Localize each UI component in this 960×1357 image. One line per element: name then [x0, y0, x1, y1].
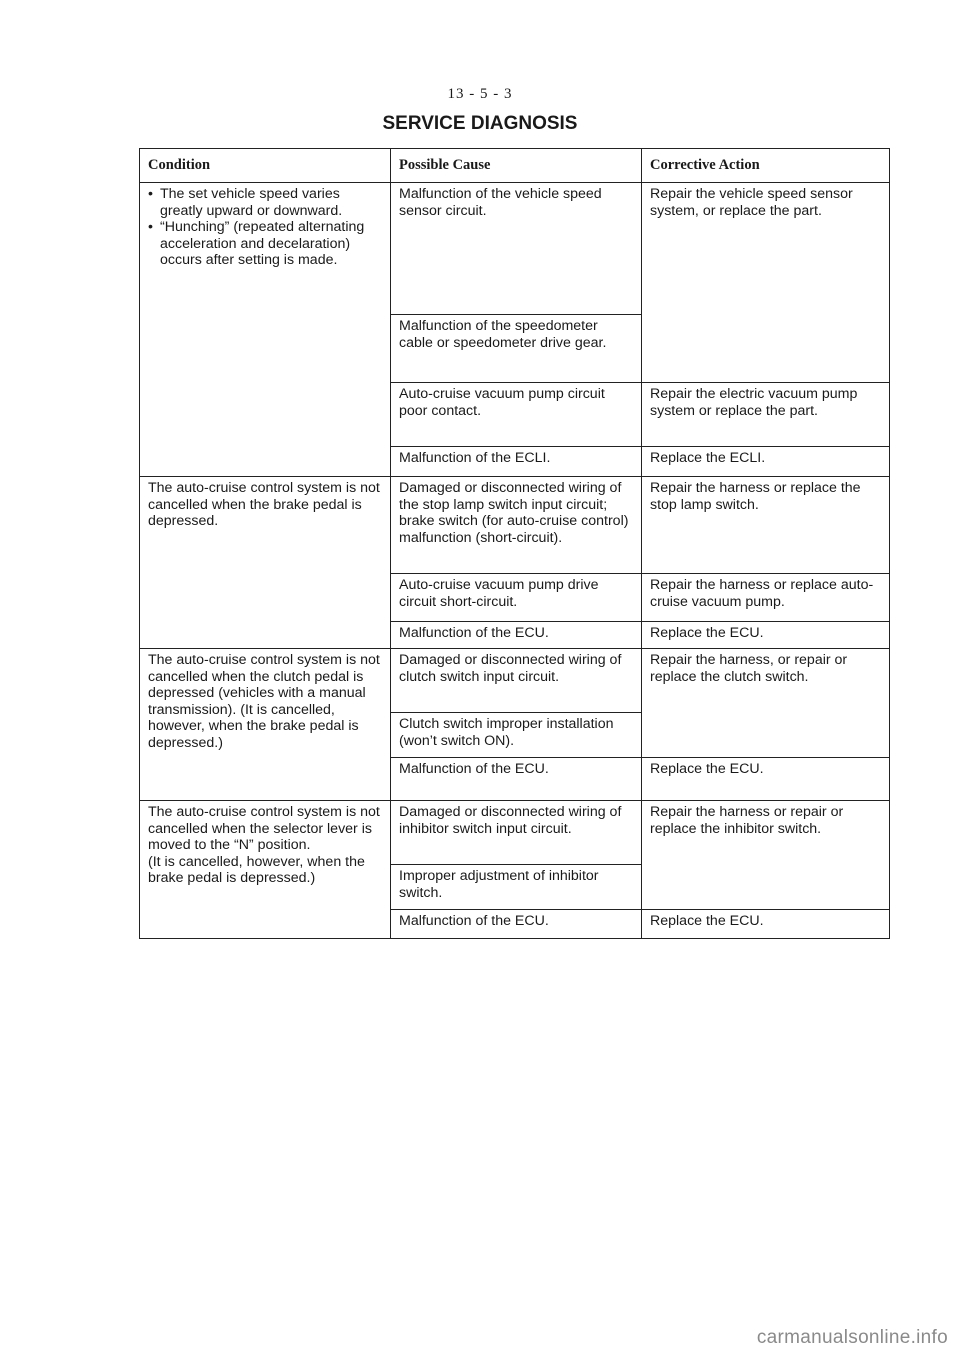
service-diagnosis-table [139, 148, 890, 939]
action-cell: Repair the vehicle speed sensor system, or replace the part. [642, 183, 890, 383]
action-cell: Replace the ECU. [642, 910, 890, 939]
cause-cell: Auto-cruise vacuum pump drive circuit short-circuit. [391, 574, 642, 622]
cause-cell: Malfunction of the ECU. [391, 622, 642, 649]
condition-bullet-list [148, 186, 382, 269]
action-cell: Repair the harness or repair or replace the inhibitor switch. [642, 801, 890, 910]
cause-cell: Damaged or disconnected wiring of clutch switch input circuit. [391, 649, 642, 713]
page-title: SERVICE DIAGNOSIS [382, 113, 578, 134]
watermark: carmanualsonline.info [756, 1327, 948, 1348]
cause-cell: Improper adjustment of inhibitor switch. [391, 865, 642, 910]
action-cell: Repair the harness, or repair or replace the clutch switch. [642, 649, 890, 758]
cause-cell: Damaged or disconnected wiring of inhibitor switch input circuit. [391, 801, 642, 865]
cause-cell: Malfunction of the speedometer cable or speedometer drive gear. [391, 315, 642, 383]
page-number: 13 - 5 - 3 [447, 86, 513, 102]
condition-cell: The auto-cruise control system is not cancelled when the clutch pedal is depressed (vehicles with a manual transmission). (It is cancelled, however, when the brake pedal is depressed.) [140, 649, 391, 801]
action-cell: Replace the ECLI. [642, 447, 890, 477]
condition-cell: The auto-cruise control system is not cancelled when the brake pedal is depressed. [140, 477, 391, 649]
condition-bullet: • The set vehicle speed varies greatly upward or downward. [148, 186, 382, 219]
table-row [140, 801, 890, 865]
table-header-row [140, 149, 890, 183]
action-cell: Repair the harness or replace the stop lamp switch. [642, 477, 890, 574]
column-header-condition: Condition [140, 149, 391, 183]
column-header-corrective-action: Corrective Action [642, 149, 890, 183]
cause-cell: Damaged or disconnected wiring of the stop lamp switch input circuit; brake switch (for auto-cruise control) malfunction (short-circuit). [391, 477, 642, 574]
cause-cell: Malfunction of the ECLI. [391, 447, 642, 477]
cause-cell: Clutch switch improper installation (won’t switch ON). [391, 713, 642, 758]
action-cell: Replace the ECU. [642, 758, 890, 801]
cause-cell: Malfunction of the ECU. [391, 910, 642, 939]
cause-cell: Malfunction of the vehicle speed sensor circuit. [391, 183, 642, 315]
condition-cell: The auto-cruise control system is not cancelled when the selector lever is moved to the “N” position. (It is cancelled, however, when the brake pedal is depressed.) [140, 801, 391, 939]
action-cell: Repair the harness or replace auto-cruise vacuum pump. [642, 574, 890, 622]
condition-bullet: • “Hunching” (repeated alternating acceleration and decelaration) occurs after setting is made. [148, 219, 382, 269]
table-row [140, 649, 890, 713]
cause-cell: Malfunction of the ECU. [391, 758, 642, 801]
cause-cell: Auto-cruise vacuum pump circuit poor contact. [391, 383, 642, 447]
table-row [140, 477, 890, 574]
action-cell: Replace the ECU. [642, 622, 890, 649]
table-row [140, 183, 890, 315]
action-cell: Repair the electric vacuum pump system or replace the part. [642, 383, 890, 447]
column-header-possible-cause: Possible Cause [391, 149, 642, 183]
condition-cell [140, 183, 391, 477]
